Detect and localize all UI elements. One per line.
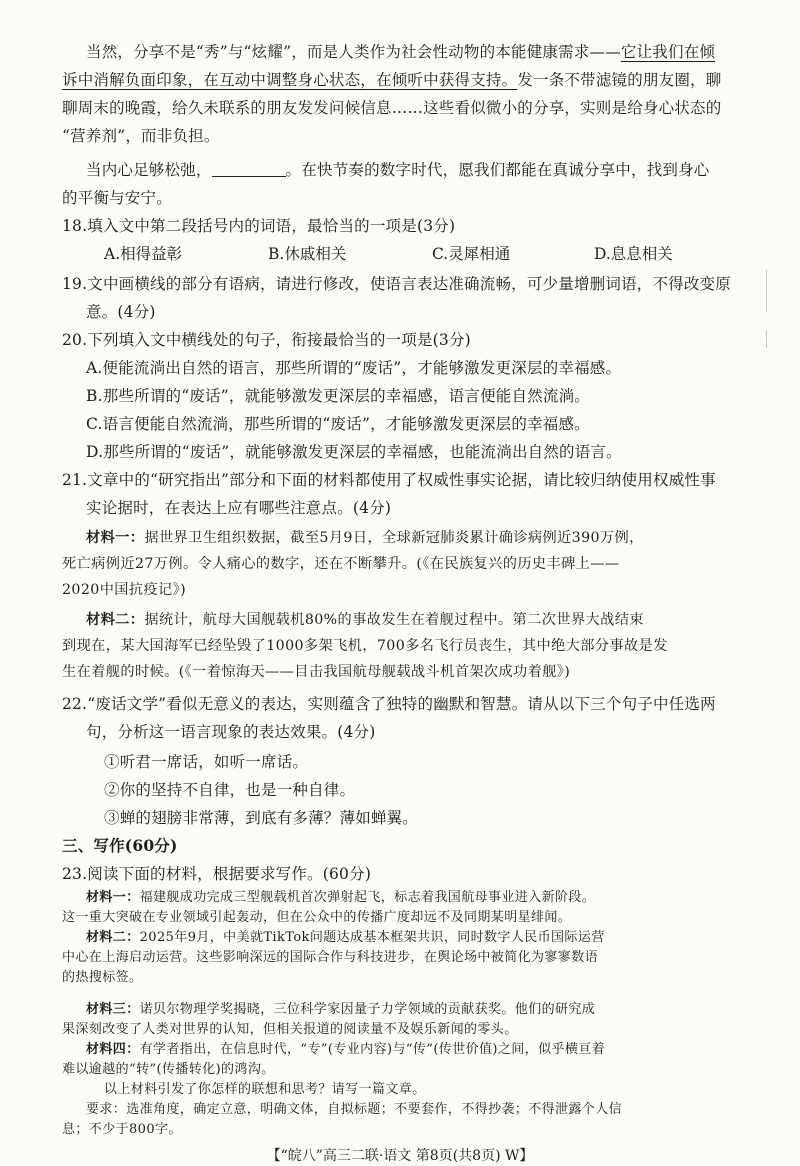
material-text: 要求：选准角度，确定立意，明确文体，自拟标题；不要套作，不得抄袭；不得泄露个人信 — [86, 1102, 623, 1117]
q20-option-c: C.语言便能自然流淌，那些所谓的“废话”，才能够激发更深层的幸福感。 — [86, 415, 590, 433]
section-heading-writing: 三、写作(60分) — [62, 836, 178, 855]
passage-line: 的平衡与安宁。 — [62, 189, 172, 207]
q23-prompt — [104, 1080, 426, 1100]
page-footer: 【“皖八”高三二联·语文 第8页(共8页) W】 — [266, 1148, 534, 1164]
question-22-stem: 句，分析这一语言现象的表达效果。(4分) — [86, 723, 376, 741]
q22-sentence: ①听君一席话，如听一席话。 — [104, 753, 309, 771]
q23-material-2: 的热搜标签。 — [62, 970, 143, 985]
question-19-stem: 意。(4分) — [86, 303, 156, 321]
question-22-stem: 22.“废话文学”看似无意义的表达，实则蕴含了独特的幽默和智慧。请从以下三个句子中任选两 — [62, 695, 716, 713]
q22-sentence: ③蝉的翅膀非常薄，到底有多薄？薄如蝉翼。 — [104, 809, 419, 827]
q23-material-1: 材料一：福建舰成功完成三型舰载机首次弹射起飞，标志着我国航母事业进入新阶段。 — [86, 890, 596, 905]
margin-mark — [766, 270, 767, 312]
passage-line: “营养剂”，而非负担。 — [62, 127, 220, 145]
q22-sentence: ②你的坚持不自律，也是一种自律。 — [104, 781, 356, 799]
q21-material-2: 生在着舰的时候。(《一着惊海天——目击我国航母舰载战斗机首架次成功着舰》) — [62, 664, 571, 680]
q21-material-1: 2020中国抗疫记》) — [62, 582, 187, 598]
q23-material-1: 这一重大突破在专业领域引起轰动，但在公众中的传播广度却远不及同期某明星绯闻。 — [62, 910, 572, 925]
material-text: 以上材料引发了你怎样的联想和思考？请写一篇文章。 — [104, 1082, 426, 1097]
q18-option-c: C.灵犀相通 — [432, 245, 511, 263]
q23-material-3: 材料三：诺贝尔物理学奖揭晓，三位科学家因量子力学领域的贡献获奖。他们的研究成 — [86, 1002, 596, 1017]
material-text: 难以逾越的“转”(传播转化)的鸿沟。 — [62, 1062, 275, 1077]
passage-line: 诉中消解负面印象，在互动中调整身心状态，在倾听中获得支持。发一条不带滤镜的朋友圈，聊 — [62, 71, 722, 89]
question-23-stem: 23.阅读下面的材料，根据要求写作。(60分) — [62, 865, 372, 883]
q23-material-2: 材料二：2025年9月，中美就TikTok问题达成基本框架共识，同时数字人民币国际运营 — [86, 930, 605, 945]
q20-option-a: A.便能流淌出自然的语言，那些所谓的“废话”，才能够激发更深层的幸福感。 — [86, 359, 622, 377]
q23-material-4 — [62, 1060, 275, 1080]
question-19-stem: 19.文中画横线的部分有语病，请进行修改，使语言表达准确流畅，可少量增删词语，不得改变原 — [62, 275, 731, 293]
q21-material-2: 材料二：据统计，航母大国舰载机80%的事故发生在着舰过程中。第二次世界大战结束 — [86, 612, 644, 628]
fill-blank — [212, 158, 286, 177]
question-21-stem: 21.文章中的“研究指出”部分和下面的材料都使用了权威性事实论据，请比较归纳使用权威性事 — [62, 471, 716, 489]
q20-option-b: B.那些所谓的“废话”，就能够激发更深层的幸福感，语言便能自然流淌。 — [86, 387, 590, 405]
q21-material-1: 材料一：据世界卫生组织数据，截至5月9日，全球新冠肺炎累计确诊病例近390万例， — [86, 530, 644, 546]
q20-option-d: D.那些所谓的“废话”，就能够激发更深层的幸福感，也能流淌出自然的语言。 — [86, 443, 622, 461]
question-18-stem: 18.填入文中第二段括号内的词语，最恰当的一项是(3分) — [62, 217, 456, 235]
question-21-stem: 实论据时，在表达上应有哪些注意点。(4分) — [86, 499, 392, 517]
q23-material-4 — [86, 1040, 605, 1060]
q18-option-b: B.休戚相关 — [268, 245, 347, 263]
q23-material-2: 中心在上海启动运营。这些影响深远的国际合作与科技进步，在舆论场中被简化为寥寥数语 — [62, 950, 599, 965]
question-20-stem: 20.下列填入文中横线处的句子，衔接最恰当的一项是(3分) — [62, 331, 471, 349]
q23-material-3: 果深刻改变了人类对世界的认知，但相关报道的阅读量不及娱乐新闻的零头。 — [62, 1022, 518, 1037]
q18-option-d: D.息息相关 — [594, 245, 673, 263]
margin-mark — [766, 330, 767, 348]
material-text: 有学者指出，在信息时代，“专”(专业内容)与“传”(传世价值)之间，似乎横亘着 — [139, 1042, 606, 1057]
q18-option-a: A.相得益彰 — [104, 245, 183, 263]
q23-requirements — [62, 1120, 182, 1140]
q21-material-2: 到现在，某大国海军已经坠毁了1000多架飞机，700多名飞行员丧生，其中绝大部分事故是发 — [62, 638, 668, 654]
q21-material-1: 死亡病例近27万例。令人痛心的数字，还在不断攀升。(《在民族复兴的历史丰碑上—— — [62, 556, 620, 572]
passage-line: 当然，分享不是“秀”与“炫耀”，而是人类作为社会性动物的本能健康需求——它让我们在倾 — [86, 43, 716, 61]
material-text: 息；不少于800字。 — [62, 1122, 182, 1137]
passage-line: 当内心足够松弛， 。在快节奏的数字时代，愿我们都能在真诚分享中，找到身心 — [86, 156, 710, 184]
q23-requirements — [86, 1100, 622, 1120]
material-label: 材料四： — [86, 1042, 140, 1057]
passage-line: 聊周末的晚霞，给久未联系的朋友发发问候信息……这些看似微小的分享，实则是给身心状态的 — [62, 99, 722, 117]
